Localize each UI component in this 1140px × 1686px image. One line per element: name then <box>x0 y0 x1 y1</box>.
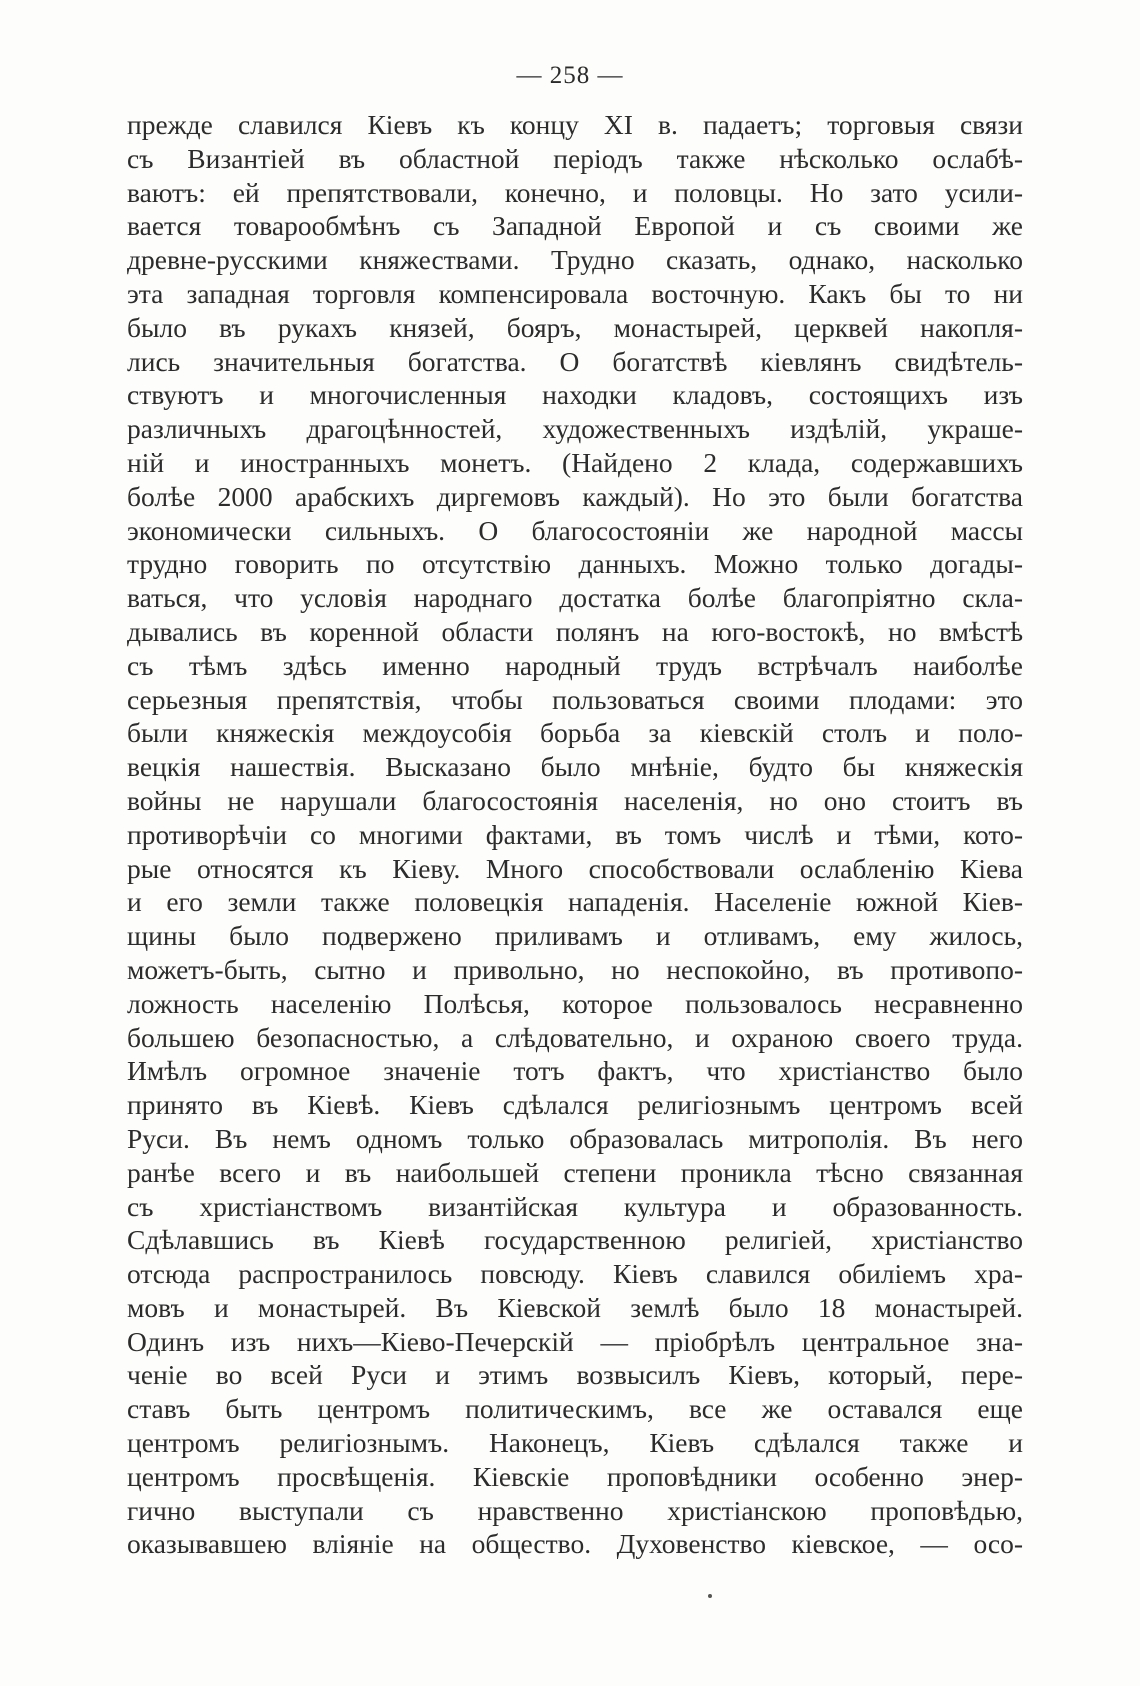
text-line: Одинъ изъ нихъ—Кіево-Печерскій — пріобрѣлъ центральное зна- <box>127 1325 1023 1357</box>
text-line: были княжескія междоусобія борьба за кіевскій столъ и поло- <box>127 717 1023 749</box>
text-line: серьезныя препятствія, чтобы пользоваться своими плодами: это <box>127 683 1023 715</box>
text-line: съ Византіей въ областной періодъ также нѣсколько ослабѣ- <box>127 142 1023 174</box>
text-line: прежде славился Кіевъ къ концу XI в. падаетъ; торговыя связи <box>127 109 1023 140</box>
text-line: ложность населенію Полѣсья, которое пользовалось несравненно <box>127 987 1023 1019</box>
text-line: болѣе 2000 арабскихъ диргемовъ каждый). Но это были богатства <box>127 480 1023 512</box>
text-line: Сдѣлавшись въ Кіевѣ государственною религіей, христіанство <box>127 1224 1023 1256</box>
text-line: экономически сильныхъ. О благосостояніи же народной массы <box>127 514 1023 546</box>
text-line: центромъ просвѣщенія. Кіевскіе проповѣдники особенно энер- <box>127 1460 1023 1492</box>
text-line: трудно говорить по отсутствію данныхъ. Можно только догады- <box>127 548 1023 580</box>
text-line: ченіе во всей Руси и этимъ возвысилъ Кіевъ, который, пере- <box>127 1359 1023 1391</box>
text-line: различныхъ драгоцѣнностей, художественныхъ издѣлій, украше- <box>127 413 1023 445</box>
text-line: Имѣлъ огромное значеніе тотъ фактъ, что христіанство было <box>127 1055 1023 1087</box>
text-line: мовъ и монастырей. Въ Кіевской землѣ было 18 монастырей. <box>127 1291 1023 1323</box>
text-line: было въ рукахъ князей, бояръ, монастырей, церквей накопля- <box>127 311 1023 343</box>
text-line: большею безопасностью, а слѣдовательно, и охраною своего труда. <box>127 1021 1023 1053</box>
text-line: гично выступали съ нравственно христіанскою проповѣдью, <box>127 1494 1023 1526</box>
text-line: ваться, что условія народнаго достатка болѣе благопріятно скла- <box>127 582 1023 614</box>
speck-mark <box>708 1594 712 1598</box>
text-line: оказывавшею вліяніе на общество. Духовенство кіевское, — осо- <box>127 1528 1023 1560</box>
text-line: ставъ быть центромъ политическимъ, все же оставался еще <box>127 1393 1023 1425</box>
text-line: съ христіанствомъ византійская культура и образованность. <box>127 1190 1023 1222</box>
text-line: отсюда распространилось повсюду. Кіевъ славился обиліемъ хра- <box>127 1258 1023 1290</box>
text-line: лись значительныя богатства. О богатствѣ кіевлянъ свидѣтель- <box>127 345 1023 377</box>
text-line: и его земли также половецкія нападенія. Населеніе южной Кіев- <box>127 886 1023 918</box>
text-line: эта западная торговля компенсировала восточную. Какъ бы то ни <box>127 277 1023 309</box>
text-line: рые относятся къ Кіеву. Много способствовали ослабленію Кіева <box>127 852 1023 884</box>
text-line: войны не нарушали благосостоянія населенія, но оно стоитъ въ <box>127 784 1023 816</box>
text-line: принято въ Кіевѣ. Кіевъ сдѣлался религіознымъ центромъ всей <box>127 1089 1023 1121</box>
text-line: древне-русскими княжествами. Трудно сказать, однако, насколько <box>127 244 1023 276</box>
text-line: противорѣчіи со многими фактами, въ томъ числѣ и тѣми, кото- <box>127 818 1023 850</box>
text-line: ранѣе всего и въ наибольшей степени проникла тѣсно связанная <box>127 1156 1023 1188</box>
text-line: дывались въ коренной области полянъ на юго-востокѣ, но вмѣстѣ <box>127 615 1023 647</box>
text-line: вается товарообмѣнъ съ Западной Европой и съ своими же <box>127 210 1023 242</box>
text-line: ваютъ: ей препятствовали, конечно, и половцы. Но зато усили- <box>127 176 1023 208</box>
text-line: вецкія нашествія. Высказано было мнѣніе, будто бы княжескія <box>127 751 1023 783</box>
text-line: центромъ религіознымъ. Наконецъ, Кіевъ сдѣлался также и <box>127 1427 1023 1459</box>
text-line: съ тѣмъ здѣсь именно народный трудъ встрѣчалъ наиболѣе <box>127 649 1023 681</box>
text-line: Руси. Въ немъ одномъ только образовалась митрополія. Въ него <box>127 1122 1023 1154</box>
text-line: ній и иностранныхъ монетъ. (Найдено 2 клада, содержавшихъ <box>127 446 1023 478</box>
text-line: ствуютъ и многочисленныя находки кладовъ, состоящихъ изъ <box>127 379 1023 411</box>
text-line: щины было подвержено приливамъ и отливамъ, ему жилось, <box>127 920 1023 952</box>
body-text <box>127 108 1023 1561</box>
page-number: — 258 — <box>516 62 624 89</box>
text-line: можетъ-быть, сытно и привольно, но неспокойно, въ противопо- <box>127 953 1023 985</box>
